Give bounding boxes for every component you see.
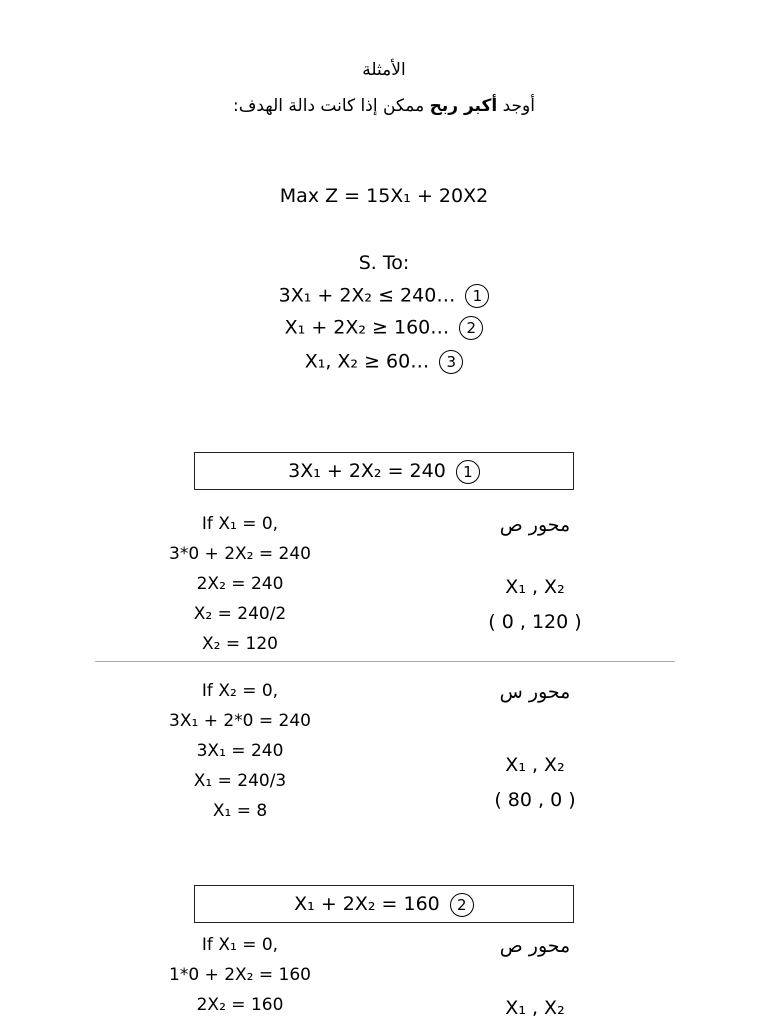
- subject-to-label: S. To:: [358, 252, 410, 274]
- equation-box-1: [194, 452, 574, 490]
- calc-line: 3X₁ + 2*0 = 240: [169, 711, 311, 731]
- constraint-2-text: X₁ + 2X₂ ≥ 160…: [284, 316, 450, 339]
- calc-line: X₂ = 240/2: [193, 604, 287, 624]
- point-header: X₁ , X₂: [505, 997, 565, 1019]
- page-title: الأمثلة: [362, 60, 406, 80]
- calc-line: If X₂ = 0,: [201, 681, 279, 701]
- equation-2-number: 2: [450, 893, 474, 917]
- constraint-3-text: X₁, X₂ ≥ 60…: [304, 350, 430, 373]
- point-header: X₁ , X₂: [505, 576, 565, 598]
- calc-line: 2X₂ = 240: [196, 574, 284, 594]
- instruction-bold: أكبر ربح: [429, 96, 498, 116]
- calc-line: X₁ = 8: [212, 801, 268, 821]
- calc-line: If X₁ = 0,: [201, 514, 279, 534]
- equation-1-text: 3X₁ + 2X₂ = 240: [288, 460, 446, 482]
- constraint-2-number: 2: [459, 316, 483, 340]
- equation-box-2: [194, 885, 574, 923]
- equation-1-number: 1: [456, 460, 480, 484]
- calc-line: 1*0 + 2X₂ = 160: [169, 965, 311, 985]
- constraint-2: [0, 316, 768, 340]
- instruction-before: أوجد: [497, 96, 535, 116]
- constraint-3: [0, 350, 768, 374]
- section-divider: [95, 661, 675, 662]
- calc-line: X₂ = 120: [202, 634, 278, 654]
- instruction-after: ممكن إذا كانت دالة الهدف:: [233, 96, 430, 116]
- axis-label-y: محور ص: [499, 935, 571, 957]
- objective-function: Max Z = 15X₁ + 20X2: [279, 185, 489, 207]
- calc-line: 3*0 + 2X₂ = 240: [169, 544, 311, 564]
- point-header: X₁ , X₂: [505, 754, 565, 776]
- equation-2-text: X₁ + 2X₂ = 160: [294, 893, 440, 915]
- calc-line: 3X₁ = 240: [196, 741, 284, 761]
- point-value: ( 80 , 0 ): [494, 789, 576, 811]
- instruction-text: [0, 96, 768, 116]
- axis-label-y: محور ص: [499, 514, 571, 536]
- calc-line: X₁ = 240/3: [193, 771, 287, 791]
- calc-line: If X₁ = 0,: [201, 935, 279, 955]
- calc-line: 2X₂ = 160: [196, 995, 284, 1015]
- constraint-1-number: 1: [465, 284, 489, 308]
- constraint-1-text: 3X₁ + 2X₂ ≤ 240…: [278, 284, 456, 307]
- constraint-3-number: 3: [439, 350, 463, 374]
- axis-label-x: محور س: [499, 681, 571, 703]
- constraint-1: [0, 284, 768, 308]
- point-value: ( 0 , 120 ): [488, 611, 582, 633]
